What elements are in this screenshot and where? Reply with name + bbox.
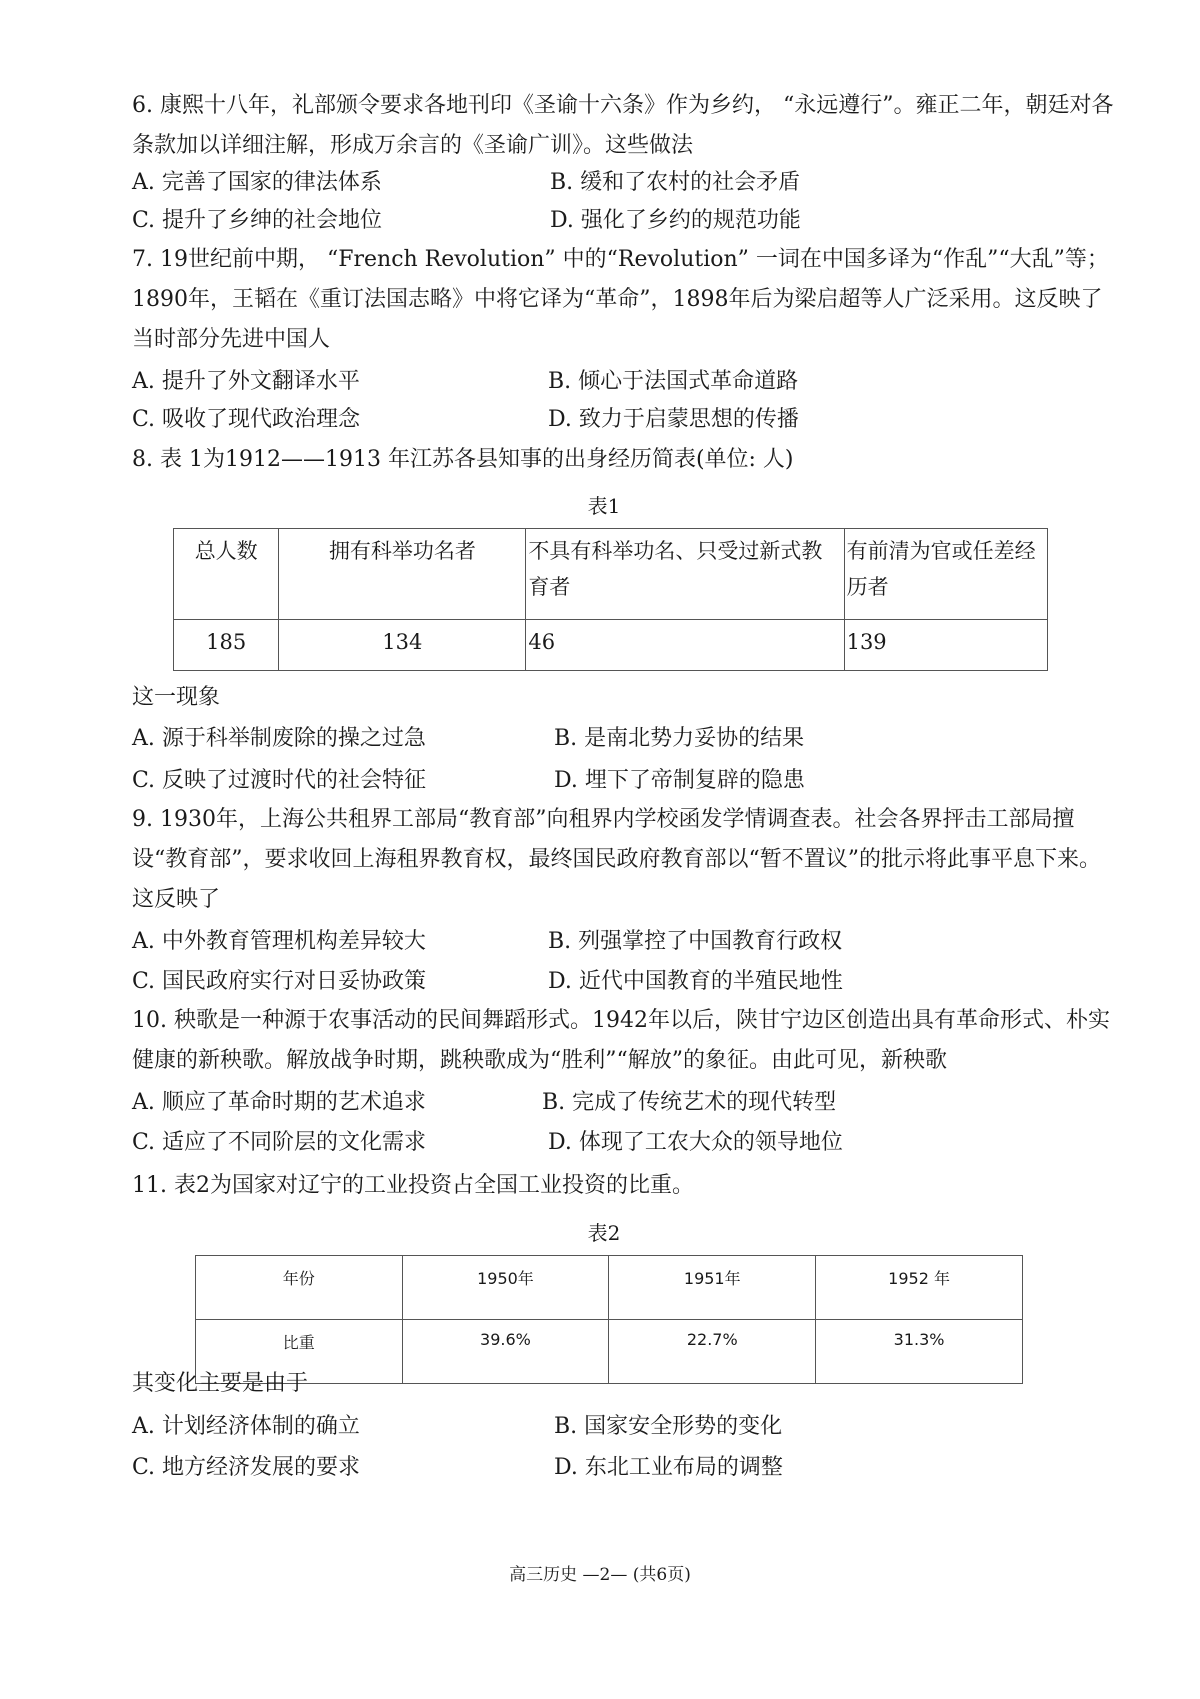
table2-year-row — [196, 1256, 1023, 1320]
q6-option-d: D. 强化了乡约的规范功能 — [550, 208, 801, 233]
table2-caption: 表2 — [587, 1221, 621, 1245]
table2-cell: 比重 — [196, 1320, 403, 1384]
q8-option-c: C. 反映了过渡时代的社会特征 — [132, 768, 427, 793]
table2-cell: 22.7% — [609, 1320, 816, 1384]
q6-option-a: A. 完善了国家的律法体系 — [132, 170, 382, 195]
q8-stem: 8. 表 1为1912——1913 年江苏各县知事的出身经历简表(单位: 人) — [132, 447, 794, 472]
q7-option-d: D. 致力于启蒙思想的传播 — [548, 407, 799, 432]
q11-option-a: A. 计划经济体制的确立 — [132, 1414, 360, 1439]
q11-option-c: C. 地方经济发展的要求 — [132, 1455, 361, 1480]
table1-header-row — [174, 529, 1048, 620]
table1-value-cell: 46 — [526, 620, 844, 671]
q6-stem: 6. 康熙十八年，礼部颁令要求各地刊印《圣谕十六条》作为乡约， “永远遵行”。雍正二年，朝廷对各条款加以详细注解，形成万余言的《圣谕广训》。这些做法 — [132, 93, 1114, 158]
q7-option-c: C. 吸收了现代政治理念 — [132, 407, 361, 432]
q10-option-c: C. 适应了不同阶层的文化需求 — [132, 1130, 427, 1155]
table1 — [173, 528, 1048, 671]
table1-value-row — [174, 620, 1048, 671]
q11-option-b: B. 国家安全形势的变化 — [554, 1414, 783, 1439]
table1-header-cell: 有前清为官或任差经历者 — [844, 529, 1047, 620]
table1-header-cell: 拥有科举功名者 — [279, 529, 526, 620]
q10-stem: 10. 秧歌是一种源于农事活动的民间舞蹈形式。1942年以后，陕甘宁边区创造出具有革命形式、朴实健康的新秧歌。解放战争时期，跳秧歌成为“胜利”“解放”的象征。由此可见，新秧歌 — [132, 1008, 1110, 1073]
q7-option-a: A. 提升了外文翻译水平 — [132, 369, 360, 394]
table2-cell: 1952 年 — [816, 1256, 1023, 1320]
table1-value-cell: 185 — [174, 620, 279, 671]
q10-option-a: A. 顺应了革命时期的艺术追求 — [132, 1090, 426, 1115]
q6-option-b: B. 缓和了农村的社会矛盾 — [550, 170, 801, 195]
table2-cell: 31.3% — [816, 1320, 1023, 1384]
table2-cell: 1951年 — [609, 1256, 816, 1320]
q9-option-a: A. 中外教育管理机构差异较大 — [132, 929, 426, 954]
page-footer: 高三历史 —2— (共6页) — [509, 1565, 691, 1585]
q7-stem: 7. 19世纪前中期， “French Revolution” 中的“Revolution” 一词在中国多译为“作乱”“大乱”等； 1890年，王韬在《重订法国志略》中将它译为“革命”，1898年后为梁启超等人广泛采用。这反映了当时部分先进中国人 — [132, 247, 1109, 352]
table2-cell: 39.6% — [402, 1320, 609, 1384]
q9-stem: 9. 1930年，上海公共租界工部局“教育部”向租界内学校函发学情调查表。社会各界抨击工部局擅设“教育部”，要求收回上海租界教育权，最终国民政府教育部以“暂不置议”的批示将此事平息下来。这反映了 — [132, 807, 1101, 912]
q11-lead: 其变化主要是由于 — [132, 1371, 309, 1396]
q8-lead: 这一现象 — [132, 685, 221, 710]
q9-option-d: D. 近代中国教育的半殖民地性 — [548, 969, 843, 994]
table2-cell: 1950年 — [402, 1256, 609, 1320]
q10-option-d: D. 体现了工农大众的领导地位 — [548, 1130, 843, 1155]
q8-option-b: B. 是南北势力妥协的结果 — [554, 726, 805, 751]
q8-option-a: A. 源于科举制废除的操之过急 — [132, 726, 426, 751]
q10-option-b: B. 完成了传统艺术的现代转型 — [542, 1090, 837, 1115]
table2-ratio-row — [196, 1320, 1023, 1384]
table1-value-cell: 139 — [844, 620, 1047, 671]
table1-caption: 表1 — [587, 494, 621, 518]
q11-option-d: D. 东北工业布局的调整 — [554, 1455, 783, 1480]
q7-option-b: B. 倾心于法国式革命道路 — [548, 369, 799, 394]
table1-value-cell: 134 — [279, 620, 526, 671]
table2 — [195, 1255, 1023, 1384]
q8-option-d: D. 埋下了帝制复辟的隐患 — [554, 768, 805, 793]
q9-option-b: B. 列强掌控了中国教育行政权 — [548, 929, 843, 954]
q6-option-c: C. 提升了乡绅的社会地位 — [132, 208, 383, 233]
table2-cell: 年份 — [196, 1256, 403, 1320]
q11-stem: 11. 表2为国家对辽宁的工业投资占全国工业投资的比重。 — [132, 1173, 694, 1198]
q9-option-c: C. 国民政府实行对日妥协政策 — [132, 969, 427, 994]
table1-header-cell: 总人数 — [174, 529, 279, 620]
table1-header-cell: 不具有科举功名、只受过新式教育者 — [526, 529, 844, 620]
